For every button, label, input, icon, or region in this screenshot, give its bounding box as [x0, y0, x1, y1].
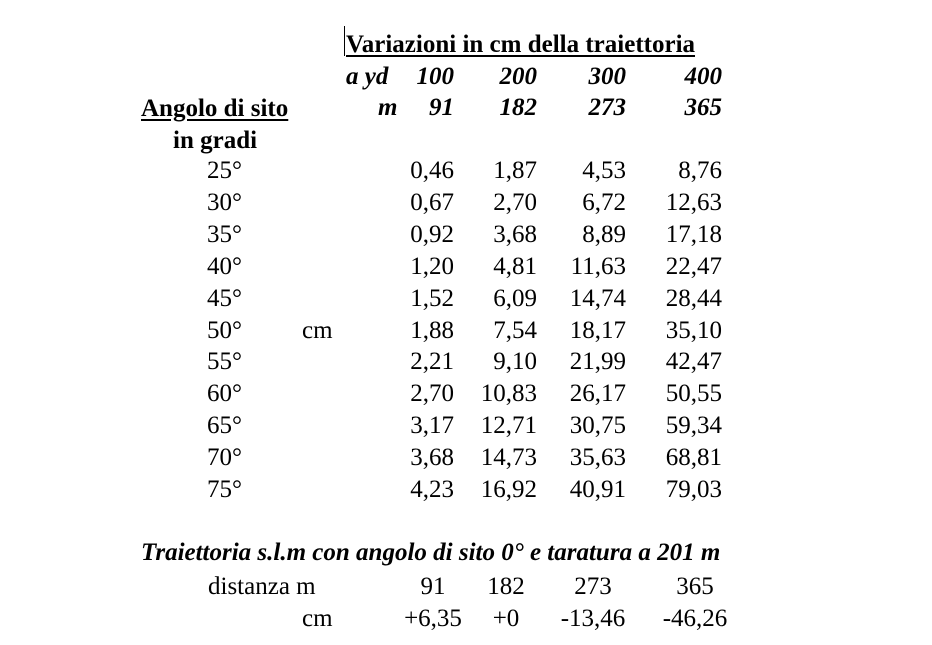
trajectory-distance: 91	[420, 573, 446, 600]
value-cell: 18,17	[569, 317, 626, 344]
value-cell: 14,73	[480, 444, 537, 471]
value-cell: 3,17	[410, 412, 454, 439]
value-cell: 50,55	[665, 380, 722, 407]
header-meter-4: 365	[684, 94, 722, 121]
header-yard-1: 100	[416, 63, 454, 90]
value-cell: 35,10	[665, 317, 722, 344]
unit-label: cm	[302, 317, 333, 344]
value-cell: 2,70	[410, 380, 454, 407]
value-cell: 68,81	[665, 444, 722, 471]
header-yard-3: 300	[588, 63, 626, 90]
value-cell: 14,74	[569, 285, 626, 312]
value-cell: 12,71	[480, 412, 537, 439]
header-yard-4: 400	[684, 63, 722, 90]
angle-cell: 70°	[207, 444, 242, 471]
value-cell: 16,92	[480, 476, 537, 503]
value-cell: 79,03	[665, 476, 722, 503]
value-cell: 6,72	[582, 189, 626, 216]
trajectory-value: -46,26	[662, 605, 728, 632]
value-cell: 8,89	[582, 221, 626, 248]
angle-cell: 60°	[207, 380, 242, 407]
distance-label: distanza m	[208, 573, 316, 600]
trajectory-cm-label: cm	[302, 605, 333, 632]
value-cell: 28,44	[665, 285, 722, 312]
value-cell: 9,10	[493, 348, 537, 375]
value-cell: 8,76	[678, 157, 722, 184]
value-cell: 3,68	[493, 221, 537, 248]
value-cell: 17,18	[665, 221, 722, 248]
value-cell: 11,63	[570, 253, 626, 280]
angle-cell: 45°	[207, 285, 242, 312]
yards-label: a yd	[346, 63, 389, 90]
row-label-line1: Angolo di sito	[141, 95, 289, 122]
value-cell: 4,81	[493, 253, 537, 280]
meters-label: m	[378, 94, 398, 121]
value-cell: 42,47	[665, 348, 722, 375]
angle-cell: 35°	[207, 221, 242, 248]
value-cell: 0,67	[410, 189, 454, 216]
value-cell: 21,99	[569, 348, 626, 375]
title-vertical-rule	[344, 26, 345, 56]
value-cell: 35,63	[569, 444, 626, 471]
value-cell: 2,21	[410, 348, 454, 375]
value-cell: 3,68	[410, 444, 454, 471]
value-cell: 4,23	[410, 476, 454, 503]
trajectory-distance: 273	[574, 573, 612, 600]
angle-cell: 75°	[207, 476, 242, 503]
value-cell: 59,34	[665, 412, 722, 439]
trajectory-distance: 365	[676, 573, 714, 600]
angle-cell: 30°	[207, 189, 242, 216]
value-cell: 10,83	[480, 380, 537, 407]
value-cell: 12,63	[665, 189, 722, 216]
trajectory-distance: 182	[487, 573, 525, 600]
header-yard-2: 200	[499, 63, 537, 90]
angle-cell: 65°	[207, 412, 242, 439]
value-cell: 22,47	[665, 253, 722, 280]
trajectory-value: +6,35	[404, 605, 462, 632]
value-cell: 1,88	[410, 317, 454, 344]
header-meter-1: 91	[429, 94, 454, 121]
value-cell: 26,17	[569, 380, 626, 407]
value-cell: 40,91	[569, 476, 626, 503]
value-cell: 0,46	[410, 157, 454, 184]
value-cell: 2,70	[493, 189, 537, 216]
header-meter-3: 273	[588, 94, 626, 121]
angle-cell: 25°	[207, 157, 242, 184]
trajectory-value: +0	[492, 605, 520, 632]
value-cell: 1,87	[493, 157, 537, 184]
angle-cell: 55°	[207, 348, 242, 375]
value-cell: 6,09	[493, 285, 537, 312]
value-cell: 7,54	[493, 317, 537, 344]
angle-cell: 50°	[207, 317, 242, 344]
value-cell: 0,92	[410, 221, 454, 248]
trajectory-value: -13,46	[560, 605, 626, 632]
row-label-line2: in gradi	[173, 127, 258, 154]
value-cell: 30,75	[569, 412, 626, 439]
header-meter-2: 182	[499, 94, 537, 121]
value-cell: 1,52	[410, 285, 454, 312]
value-cell: 4,53	[582, 157, 626, 184]
table-title: Variazioni in cm della traiettoria	[346, 31, 696, 58]
value-cell: 1,20	[410, 253, 454, 280]
trajectory-title: Traiettoria s.l.m con angolo di sito 0° e taratura a 201 m	[141, 539, 721, 566]
angle-cell: 40°	[207, 253, 242, 280]
